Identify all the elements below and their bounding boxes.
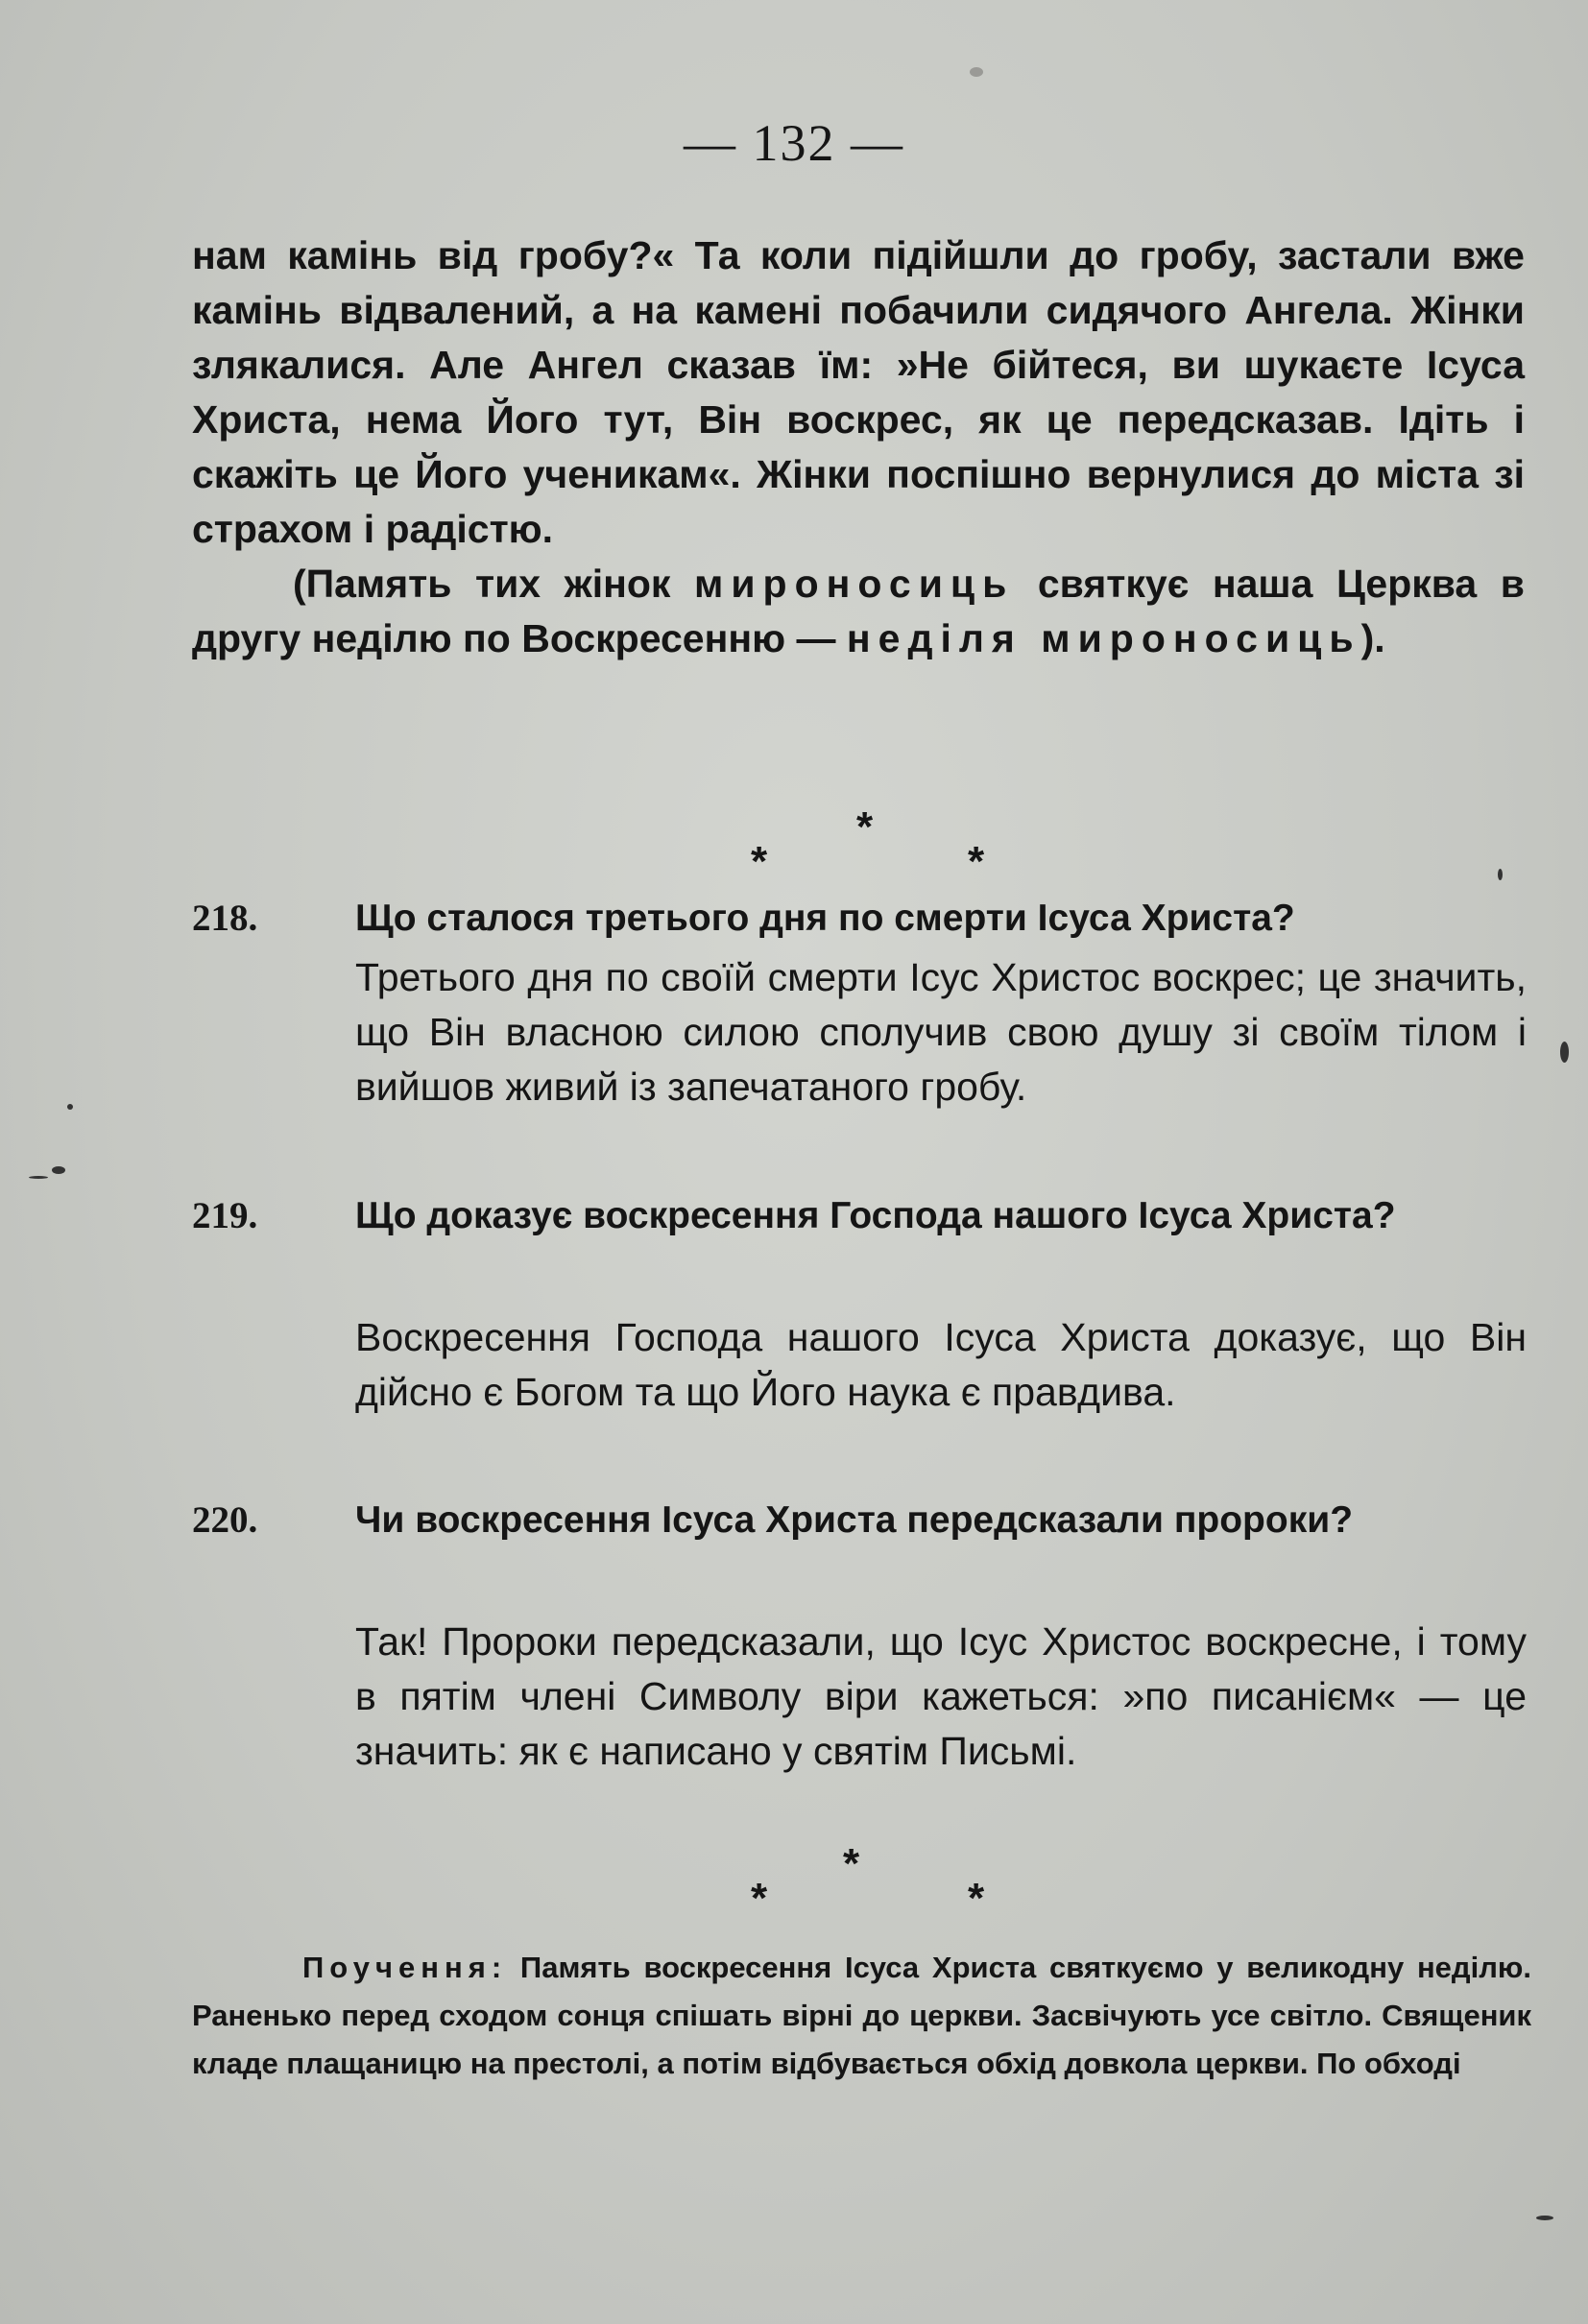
teaching-label: Поучення: [302, 1951, 508, 1984]
spaced-phrase-sunday-myrrhbearers: неділя мироносиць [846, 616, 1361, 660]
answer-218: Третього дня по своїй смерти Ісус Христос воскрес; це значить, що Він власною силою сполучив свою душу зі своїм тілом і вийшов живий із запечатаного гробу. [355, 955, 1527, 1109]
question-219: Що доказує воскресення Господа нашого Ісуса Христа? [355, 1195, 1396, 1236]
question-218: Що сталося третього дня по смерти Ісуса Христа? [355, 898, 1295, 939]
spaced-word-myrrhbearers: мироносиць [694, 562, 1015, 606]
page-number: — 132 — [684, 114, 904, 172]
paper-speck [1536, 2216, 1553, 2220]
asterism-divider-1 [730, 803, 985, 893]
paper-speck [1498, 869, 1503, 880]
question-number-220: 220. [192, 1499, 258, 1541]
paper-speck [1560, 1042, 1569, 1063]
asterism-star: * [751, 1875, 768, 1922]
paragraph-2-text-b: святкує наша Церква в другу неділю по Воскресенню — [192, 562, 1525, 660]
question-number-219: 219. [192, 1195, 258, 1236]
paper-speck [970, 67, 983, 77]
teaching-paragraph [192, 1944, 1531, 2088]
asterism-star: * [856, 803, 874, 851]
teaching-text: Память воскресення Ісуса Христа святкуємо у великодну неділю. Раненько перед сходом сонця спішать вірні до церкви. Засвічують усе світло. Священик кладе плащаницю на престолі, а потім відбувається обхід довкола церкви. По обході [192, 1951, 1531, 2080]
paper-speck [29, 1176, 48, 1179]
paper-speck [67, 1104, 73, 1110]
question-220: Чи воскресення Ісуса Христа передсказали пророки? [355, 1499, 1354, 1541]
intro-paragraph-1: нам камінь від гробу?« Та коли підійшли до гробу, застали вже камінь відвалений, а на камені побачили сидячого Ангела. Жінки злякалися. Але Ангел сказав їм: »Не бійтеся, ви шукаєте Ісуса Христа, нема Його тут, Він воскрес, як це передсказав. Ідіть і скажіть це Його ученикам«. Жінки поспішно вернулися до міста зі страхом і радістю. [192, 233, 1525, 551]
answer-220: Так! Пророки передсказали, що Ісус Христос воскресне, і тому в пятім члені Символу віри кажеться: »по писанієм« — це значить: як є написано у святім Письмі. [355, 1619, 1527, 1773]
paragraph-2-text-c: ). [1360, 616, 1385, 660]
asterism-star: * [968, 1875, 985, 1922]
asterism-star: * [968, 838, 985, 885]
asterism-star: * [751, 838, 768, 885]
paragraph-2-text-a: (Память тих жінок [293, 562, 694, 606]
intro-paragraph-2 [192, 557, 1525, 666]
answer-219: Воскресення Господа нашого Ісуса Христа доказує, що Він дійсно є Богом та що Його наука є правдива. [355, 1315, 1527, 1414]
question-number-218: 218. [192, 898, 258, 939]
paper-speck [52, 1166, 65, 1174]
asterism-star: * [843, 1840, 860, 1887]
asterism-divider-2 [730, 1840, 985, 1929]
intro-text [192, 228, 1525, 666]
